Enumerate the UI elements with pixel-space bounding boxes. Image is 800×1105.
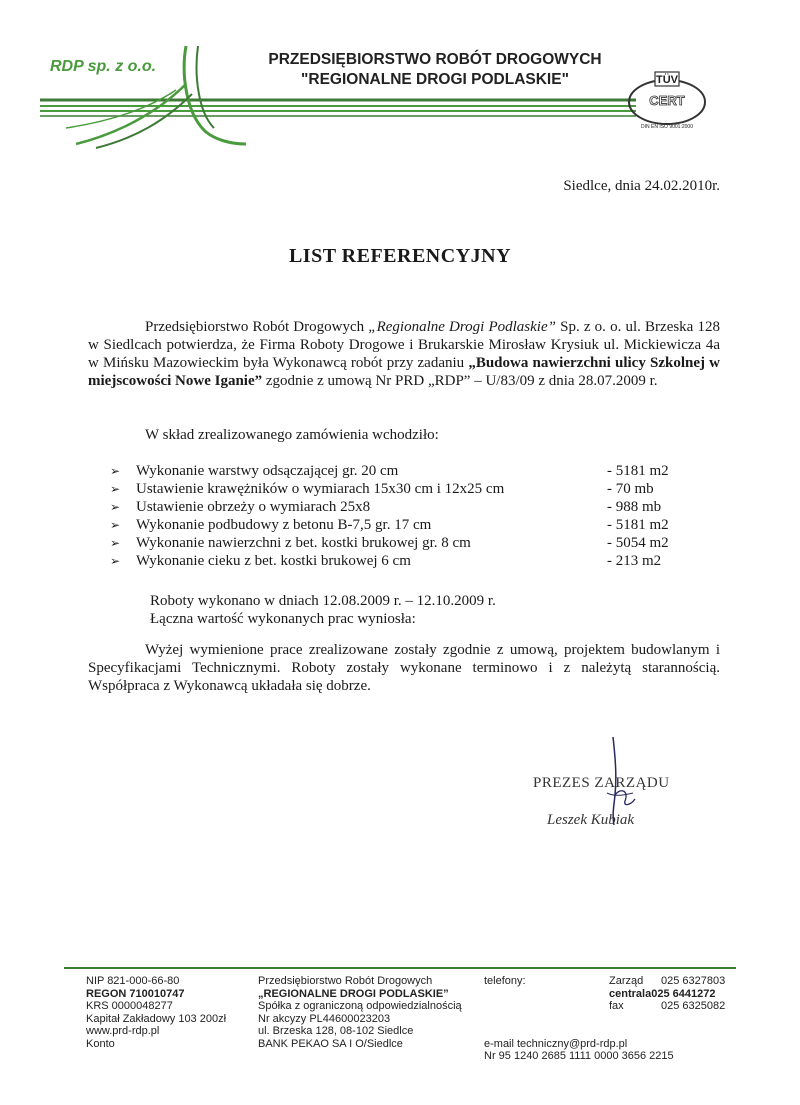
list-item: ➢ Wykonanie cieku z bet. kostki brukowej 6 cm - 213 m2: [110, 553, 662, 569]
works-period: Roboty wykonano w dniach 12.08.2009 r. – 12.10.2009 r.: [150, 593, 496, 609]
footer-phones-label: telefony:: [484, 975, 526, 987]
tuv-cert-seal: [625, 70, 709, 132]
footer-company: Przedsiębiorstwo Robót Drogowych „REGIONALNE DROGI PODLASKIE” Spółka z ograniczoną odpowiedzialnością Nr akcyzy PL44600023203 ul. Brzeska 128, 08-102 Siedlce BANK PEKAO SA I O/Siedlce: [258, 975, 462, 1050]
footer-divider: [64, 967, 736, 969]
signature-name: Leszek Kubiak: [547, 812, 635, 828]
works-summary: [150, 592, 496, 628]
arrow-bullet-icon: ➢: [110, 518, 121, 532]
document-date: Siedlce, dnia 24.02.2010r.: [563, 178, 720, 194]
arrow-bullet-icon: ➢: [110, 536, 121, 550]
footer-email[interactable]: e-mail techniczny@prd-rdp.pl: [484, 1038, 628, 1050]
svg-text:CERT: CERT: [649, 93, 685, 108]
document-title: LIST REFERENCYJNY: [288, 245, 512, 267]
arrow-bullet-icon: ➢: [110, 482, 121, 496]
footer-account: Nr 95 1240 2685 1111 0000 3656 2215: [484, 1050, 674, 1062]
company-line-1: PRZEDSIĘBIORSTWO ROBÓT DROGOWYCH: [268, 51, 602, 68]
website-link[interactable]: www.prd-rdp.pl: [86, 1025, 160, 1037]
brand-name: RDP sp. z o.o.: [50, 58, 157, 75]
list-item: ➢ Ustawienie krawężników o wymiarach 15x30 cm i 12x25 cm - 70 mb: [110, 481, 654, 497]
svg-text:TÜV: TÜV: [656, 74, 678, 86]
total-value: Łączna wartość wykonanych prac wyniosła:: [150, 611, 416, 627]
list-item: ➢ Ustawienie obrzeży o wymiarach 25x8 - 988 mb: [110, 499, 662, 515]
signature-role: PREZES ZARZĄDU: [533, 775, 670, 791]
scope-list: [110, 462, 690, 570]
list-item: ➢ Wykonanie podbudowy z betonu B-7,5 gr. 17 cm - 5181 m2: [110, 517, 669, 533]
footer-registry: NIP 821-000-66-80 REGON 710010747 KRS 0000048277 Kapitał Zakładowy 103 200zł www.prd-rdp.pl Konto: [86, 975, 227, 1050]
handwritten-signature: [585, 735, 665, 845]
reference-paragraph: Przedsiębiorstwo Robót Drogowych „Regionalne Drogi Podlaskie” Sp. z o. o. ul. Brzeska 128 w Siedlcach potwierdza, że Firma Roboty Drogowe i Brukarskie Mirosław Krysiuk ul. Mickiewicza 4a w Mińsku Mazowieckim była Wykonawcą robót przy zadaniu „Budowa nawierzchni ulicy Szkolnej w miejscowości Nowe Iganie” zgodnie z umową Nr PRD „RDP” – U/83/09 z dnia 28.07.2009 r.: [88, 319, 720, 389]
company-line-2: "REGIONALNE DROGI PODLASKIE": [301, 71, 569, 88]
arrow-bullet-icon: ➢: [110, 464, 121, 478]
arrow-bullet-icon: ➢: [110, 554, 121, 568]
scope-intro: W skład zrealizowanego zamówienia wchodziło:: [145, 427, 439, 443]
list-item: ➢ Wykonanie warstwy odsączającej gr. 20 cm - 5181 m2: [110, 463, 669, 479]
arrow-bullet-icon: ➢: [110, 500, 121, 514]
svg-text:DIN EN ISO 9001:2000: DIN EN ISO 9001:2000: [641, 124, 693, 130]
company-name: [240, 50, 630, 90]
list-item: ➢ Wykonanie nawierzchni z bet. kostki brukowej gr. 8 cm - 5054 m2: [110, 535, 669, 551]
footer-phones: Zarząd 025 6327803 centrala025 6441272 fax 025 6325082: [609, 975, 726, 1012]
closing-paragraph: Wyżej wymienione prace zrealizowane zostały zgodnie z umową, projektem budowlanym i Specyfikacjami Technicznymi. Roboty zostały wykonane terminowo i z należytą starannością. Współpraca z Wykonawcą układała się dobrze.: [88, 642, 720, 694]
